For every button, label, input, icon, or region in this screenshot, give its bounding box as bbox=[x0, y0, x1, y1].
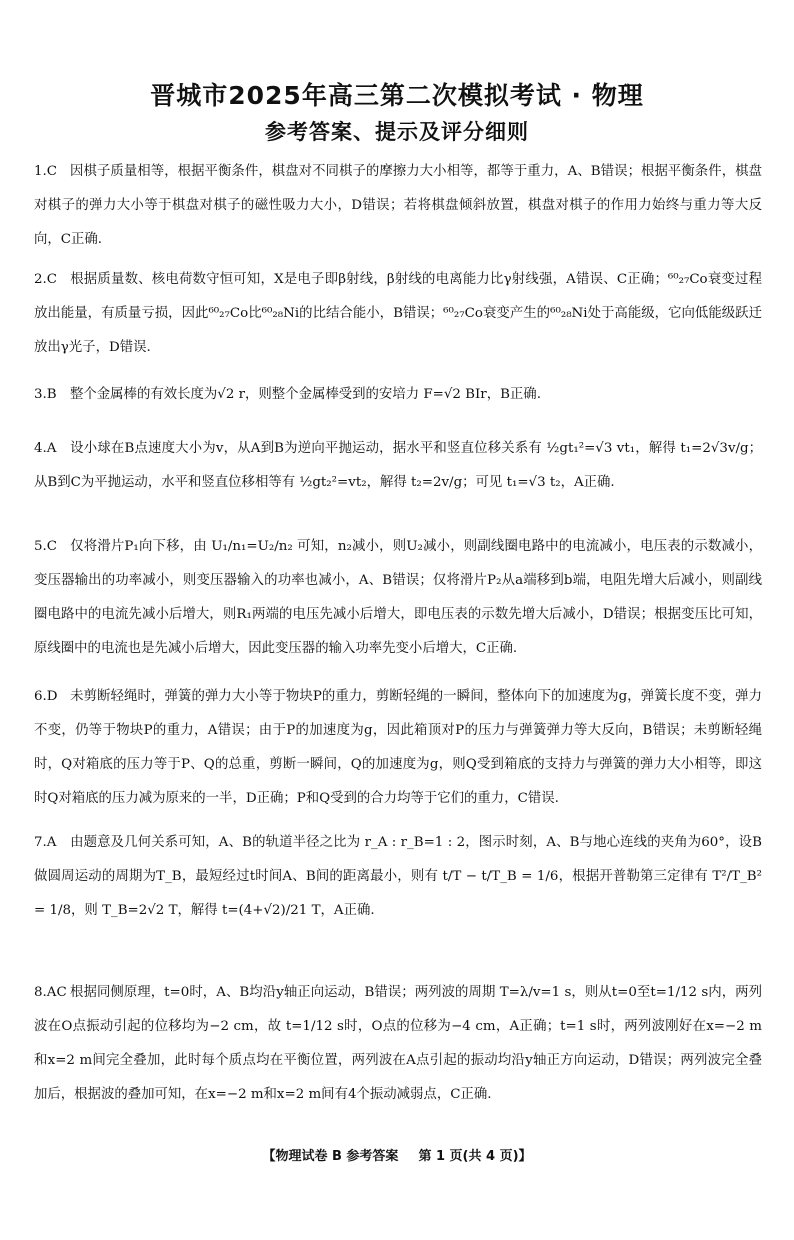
answer-text: 整个金属棒的有效长度为√2 r，则整个金属棒受到的安培力 F=√2 BIr，B正确. bbox=[70, 387, 541, 402]
answer-text: 因棋子质量相等，根据平衡条件，棋盘对不同棋子的摩擦力大小相等，都等于重力，A、B错误；根据平衡条件，棋盘对棋子的弹力大小等于棋盘对棋子的磁性吸力大小，D错误；若将棋盘倾斜放置，棋盘对棋子的作用力始终与重力等大反向，C正确. bbox=[34, 164, 762, 247]
answer-number: 7.A bbox=[34, 835, 57, 850]
footer-label: 【物理试卷 B 参考答案 bbox=[262, 1149, 399, 1164]
page-footer bbox=[0, 1145, 794, 1164]
footer-page-number: 第 1 页(共 4 页)】 bbox=[418, 1149, 532, 1164]
answer-item-3 bbox=[34, 378, 762, 412]
answer-text: 未剪断轻绳时，弹簧的弹力大小等于物块P的重力，剪断轻绳的一瞬间，整体向下的加速度为g，弹簧长度不变，弹力不变，仍等于物块P的重力，A错误；由于P的加速度为g，因此箱顶对P的压力与弹簧弹力等大反向，B错误；未剪断轻绳时，Q对箱底的压力等于P、Q的总重，剪断一瞬间，Q的加速度为g，则Q受到箱底的支持力与弹簧的弹力大小相等，即这时Q对箱底的压力减为原来的一半，D正确；P和Q受到的合力均等于它们的重力，C错误. bbox=[34, 689, 762, 806]
answer-number: 6.D bbox=[34, 689, 58, 704]
answer-text: 根据质量数、核电荷数守恒可知，X是电子即β射线，β射线的电离能力比γ射线强，A错误、C正确；⁶⁰₂₇Co衰变过程放出能量，有质量亏损，因此⁶⁰₂₇Co比⁶⁰₂₈Ni的比结合能小，B错误；⁶⁰₂₇Co衰变产生的⁶⁰₂₈Ni处于高能级，它向低能级跃迁放出γ光子，D错误. bbox=[34, 272, 762, 355]
answer-text: 设小球在B点速度大小为v，从A到B为逆向平抛运动，据水平和竖直位移关系有 ½gt₁²=√3 vt₁，解得 t₁=2√3v/g；从B到C为平抛运动，水平和竖直位移相等有 ½gt₂²=vt₂，解得 t₂=2v/g；可见 t₁=√3 t₂，A正确. bbox=[34, 441, 762, 490]
answer-item-7 bbox=[34, 826, 762, 928]
answer-item-4 bbox=[34, 432, 762, 500]
answer-number: 3.B bbox=[34, 387, 57, 402]
answer-item-6 bbox=[34, 680, 762, 816]
answer-text: 由题意及几何关系可知，A、B的轨道半径之比为 r_A : r_B=1 : 2，图示时刻，A、B与地心连线的夹角为60°，设B做圆周运动的周期为T_B，最短经过t时间A、B间的距离最小，则有 t/T − t/T_B = 1/6，根据开普勒第三定律有 T²/T_B² = 1/8，则 T_B=2√2 T，解得 t=(4+√2)/21 T，A正确. bbox=[34, 835, 762, 918]
answer-number: 8.AC bbox=[34, 985, 67, 1000]
answer-number: 4.A bbox=[34, 441, 57, 456]
answer-number: 2.C bbox=[34, 272, 58, 287]
answer-number: 5.C bbox=[34, 539, 58, 554]
answer-item-2 bbox=[34, 263, 762, 365]
answer-text: 仅将滑片P₁向下移，由 U₁/n₁=U₂/n₂ 可知，n₂减小，则U₂减小，则副线圈电路中的电流减小，电压表的示数减小，变压器输出的功率减小，则变压器输入的功率也减小，A、B错误；仅将滑片P₂从a端移到b端，电阻先增大后减小，则副线圈电路中的电流先减小后增大，则R₁两端的电压先减小后增大，即电压表的示数先增大后减小，D错误；根据变压比可知，原线圈中的电流也是先减小后增大，因此变压器的输入功率先变小后增大，C正确. bbox=[34, 539, 762, 656]
page-subtitle: 参考答案、提示及评分细则 bbox=[265, 120, 529, 144]
answer-text: 根据同侧原理，t=0时，A、B均沿y轴正向运动，B错误；两列波的周期 T=λ/v=1 s，则从t=0至t=1/12 s内，两列波在O点振动引起的位移均为−2 cm，故 t=1/12 s时，O点的位移为−4 cm，A正确；t=1 s时，两列波刚好在x=−2 m和x=2 m间完全叠加，此时每个质点均在平衡位置，两列波在A点引起的振动均沿y轴正方向运动，D错误；两列波完全叠加后，根据波的叠加可知，在x=−2 m和x=2 m间有4个振动减弱点，C正确. bbox=[34, 985, 762, 1102]
answer-item-8 bbox=[34, 976, 762, 1112]
answer-item-1 bbox=[34, 155, 762, 257]
page-title: 晋城市2025年高三第二次模拟考试 · 物理 bbox=[150, 81, 644, 110]
answer-item-5 bbox=[34, 530, 762, 666]
answer-number: 1.C bbox=[34, 164, 58, 179]
